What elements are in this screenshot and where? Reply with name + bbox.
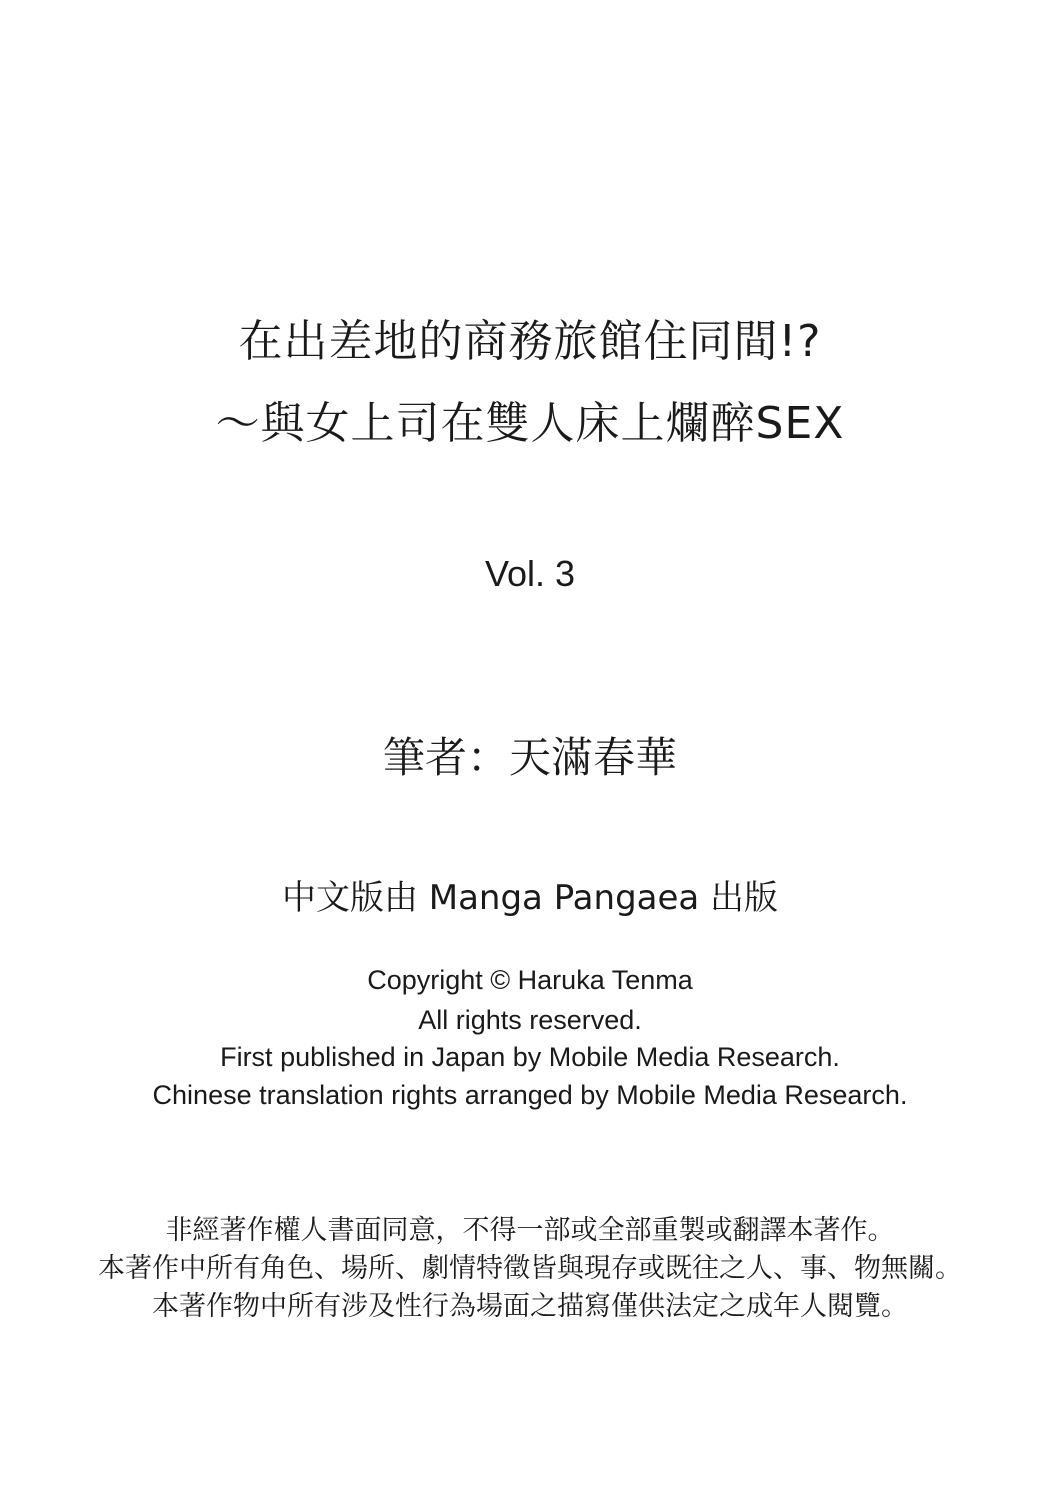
copyright-line: First published in Japan by Mobile Media Research. [220, 1042, 840, 1072]
volume-number: Vol. 3 [484, 553, 576, 594]
publisher-credit: 中文版由 Manga Pangaea 出版 [281, 878, 779, 918]
legal-notice-line: 本著作物中所有涉及性行為場面之描寫僅供法定之成年人閱覽。 [152, 1291, 908, 1322]
copyright-line: Copyright © Haruka Tenma [367, 965, 693, 995]
legal-notice-line: 本著作中所有角色、場所、劇情特徵皆與現存或既往之人、事、物無關。 [98, 1253, 962, 1284]
copyright-line: All rights reserved. [418, 1005, 642, 1035]
author-credit: 筆者：天滿春華 [382, 733, 677, 782]
copyright-line: Chinese translation rights arranged by Mobile Media Research. [152, 1080, 908, 1110]
legal-notice-line: 非經著作權人書面同意，不得一部或全部重製或翻譯本著作。 [165, 1215, 895, 1246]
title-line-1: 在出差地的商務旅館住同間!? [238, 316, 822, 367]
title-line-2: ～與女上司在雙人床上爛醉SEX [215, 398, 845, 449]
